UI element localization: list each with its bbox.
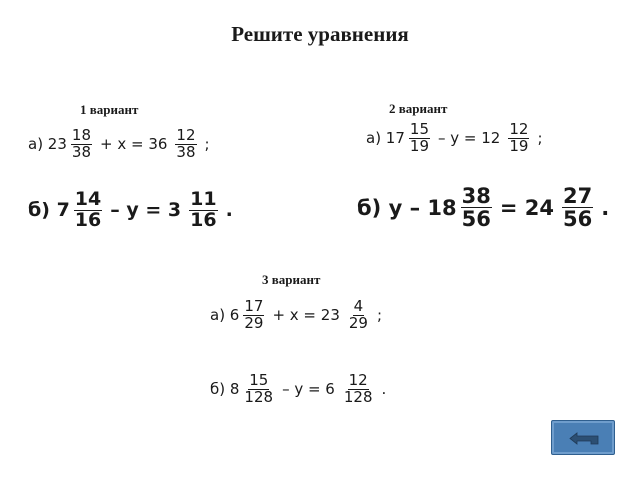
- numerator: 12: [348, 371, 368, 389]
- page-title: Решите уравнения: [231, 22, 409, 46]
- denominator: 16: [74, 208, 102, 231]
- equation-middle: – y = 6: [282, 380, 335, 399]
- variant-2-equation-a: [365, 122, 548, 155]
- equation-prefix: б) y – 18: [357, 195, 457, 220]
- numerator: 12: [176, 126, 196, 144]
- equation-suffix: .: [601, 195, 610, 220]
- equation-prefix: а) 17: [366, 129, 405, 148]
- equation-suffix: ;: [204, 135, 210, 154]
- numerator: 4: [353, 297, 364, 315]
- equation-suffix: ;: [537, 129, 543, 148]
- return-nav-button[interactable]: [551, 420, 615, 455]
- equation-middle: + x = 36: [100, 135, 168, 154]
- fraction: [74, 190, 102, 231]
- numerator: 15: [249, 371, 269, 389]
- denominator: 56: [461, 207, 491, 232]
- denominator: 19: [509, 136, 529, 155]
- variant-3-equation-a: [209, 299, 387, 332]
- denominator: 19: [409, 136, 429, 155]
- equation-prefix: б) 8: [210, 380, 240, 399]
- equation-prefix: а) 6: [210, 306, 240, 325]
- denominator: 128: [244, 387, 274, 406]
- fraction: [343, 373, 374, 406]
- numerator: 38: [461, 184, 491, 208]
- numerator: 18: [71, 126, 91, 144]
- equation-middle: = 24: [499, 195, 554, 220]
- fraction: [189, 190, 217, 231]
- numerator: 27: [562, 184, 593, 208]
- fraction: [175, 128, 196, 161]
- denominator: 16: [190, 208, 217, 231]
- fraction: [409, 122, 430, 155]
- fraction: [508, 122, 529, 155]
- variant-3-equation-b: [209, 373, 391, 406]
- variant-2-equation-b: [356, 185, 614, 230]
- equation-suffix: ;: [376, 306, 383, 325]
- equation-suffix: .: [381, 380, 387, 399]
- variant-1-heading: 1 вариант: [80, 102, 139, 117]
- equation-prefix: б) 7: [28, 199, 70, 222]
- fraction: [562, 185, 593, 230]
- equation-middle: + x = 23: [272, 306, 340, 325]
- denominator: 128: [343, 387, 373, 406]
- denominator: 29: [348, 313, 368, 332]
- fraction: [348, 299, 369, 332]
- numerator: 12: [509, 120, 529, 138]
- fraction: [71, 128, 92, 161]
- variant-3-heading: 3 вариант: [262, 272, 321, 287]
- fraction: [243, 299, 264, 332]
- variant-2-heading: 2 вариант: [389, 101, 448, 116]
- numerator: 11: [190, 188, 217, 210]
- equation-middle: – y = 12: [438, 129, 501, 148]
- numerator: 17: [244, 297, 264, 315]
- fraction: [461, 185, 492, 230]
- equation-prefix: а) 23: [28, 135, 67, 154]
- equation-middle: – y = 3: [110, 199, 182, 222]
- equation-suffix: .: [225, 199, 233, 222]
- denominator: 56: [562, 207, 593, 232]
- variant-1-equation-b: [27, 190, 238, 231]
- return-arrow-icon: [569, 432, 599, 445]
- numerator: 15: [409, 120, 429, 138]
- fraction: [243, 373, 274, 406]
- denominator: 38: [71, 142, 91, 161]
- numerator: 14: [74, 188, 102, 210]
- variant-1-equation-a: [27, 128, 215, 161]
- denominator: 38: [176, 142, 196, 161]
- denominator: 29: [244, 313, 264, 332]
